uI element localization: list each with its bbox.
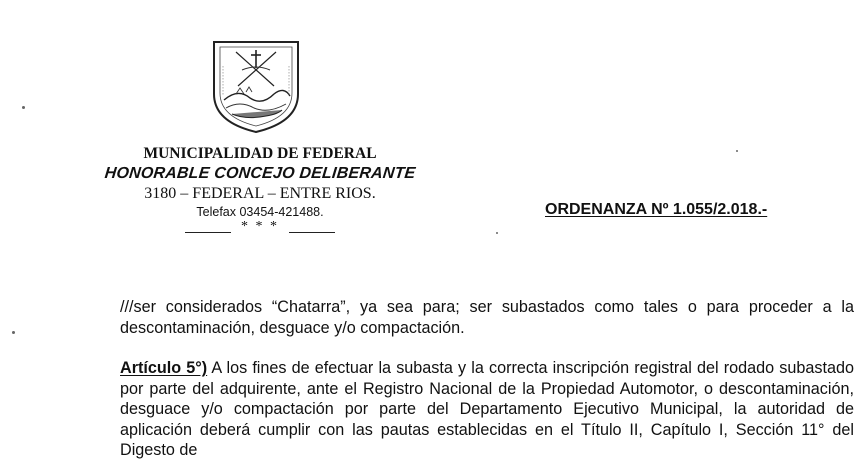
- council-name: HONORABLE CONCEJO DELIBERANTE: [103, 165, 417, 182]
- ordinance-title: ORDENANZA Nº 1.055/2.018.-: [545, 201, 768, 218]
- article-text: A los fines de efectuar la subasta y la correcta inscripción registral del rodado subastado por parte del adquirente, ante el Registro Nacional de la Propiedad Automotor, o descontaminación, desguace y/o compactación por parte del Departamento Ejecutivo Municipal, la autoridad de aplicación deberá cumplir con las pautas establecidas en el Título II, Capítulo I, Sección 11° del Digesto de: [120, 359, 854, 459]
- document-body: [120, 297, 854, 460]
- article-5-paragraph: [120, 358, 854, 460]
- paragraph-continuation: ///ser considerados “Chatarra”, ya sea para; ser subastados como tales o para proceder a la descontaminación, desguace y/o compactación.: [120, 298, 854, 337]
- separator: [90, 220, 430, 234]
- address-line: 3180 – FEDERAL – ENTRE RIOS.: [144, 185, 376, 202]
- separator-stars: * * *: [241, 219, 279, 234]
- scan-speck: [736, 150, 738, 152]
- municipality-name: MUNICIPALIDAD DE FEDERAL: [143, 145, 377, 162]
- scan-speck: [12, 331, 15, 334]
- separator-rule-right: [289, 232, 335, 233]
- scan-speck: [496, 232, 498, 234]
- separator-rule-left: [185, 232, 231, 233]
- municipal-coat-of-arms-icon: [206, 36, 306, 136]
- letterhead: [90, 144, 430, 234]
- telefax-line: Telefax 03454-421488.: [196, 205, 324, 219]
- scan-speck: [22, 106, 25, 109]
- article-label: Artículo 5°): [120, 359, 208, 377]
